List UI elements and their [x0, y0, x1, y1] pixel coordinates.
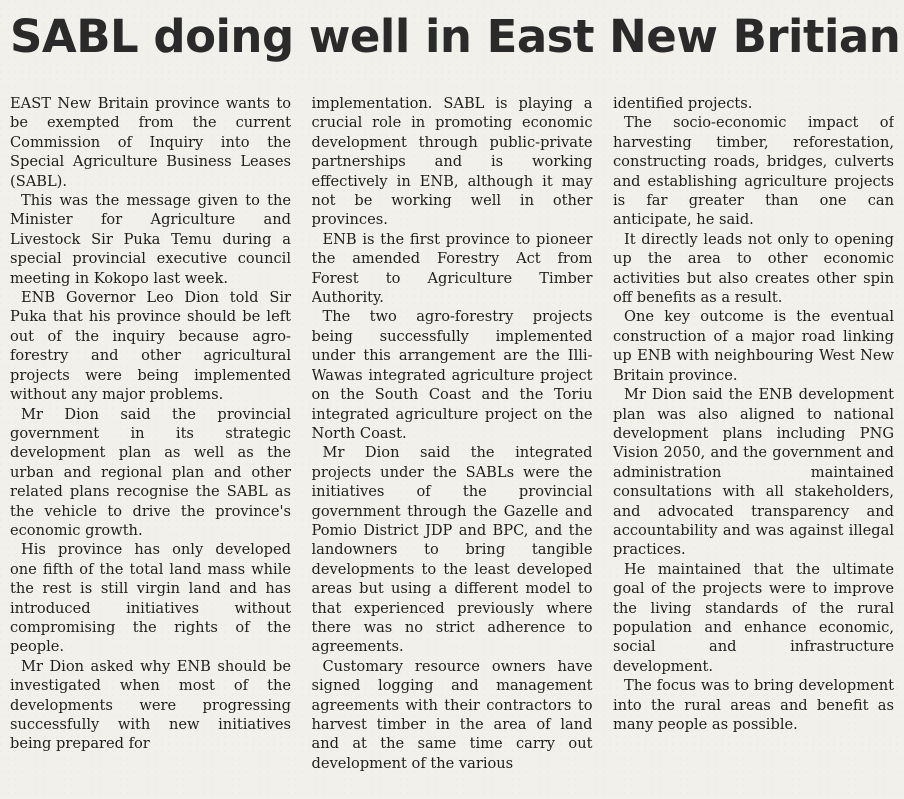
- paragraph: Customary resource owners have signed logging and management agreements with their contractors to harvest timber in the area of land and at the same time carry out development of the various: [311, 657, 593, 772]
- paragraph: One key outcome is the eventual construction of a major road linking up ENB with neighbouring West New Britain province.: [613, 308, 894, 384]
- paragraph: Mr Dion said the provincial government in its strategic development plan as well as the urban and regional plan and other related plans recognise the SABL as the vehicle to drive the province's economic growth.: [10, 405, 291, 539]
- article-column-3: [613, 94, 894, 794]
- paragraph: His province has only developed one fifth of the total land mass while the rest is still virgin land and has introduced initiatives without compromising the rights of the people.: [10, 541, 291, 656]
- paragraph: Mr Dion said the integrated projects under the SABLs were the initiatives of the provincial government through the Gazelle and Pomio District JDP and BPC, and the landowners to bring tangible developments to the least developed areas but using a different model to that experienced previously where there was no strict adherence to agreements.: [311, 444, 593, 656]
- paragraph: The focus was to bring development into the rural areas and benefit as many people as possible.: [613, 677, 894, 733]
- paragraph: EAST New Britain province wants to be exempted from the current Commission of Inquiry into the Special Agriculture Business Leases (SABL).: [10, 95, 291, 190]
- paragraph: The socio-economic impact of harvesting timber, reforestation, constructing roads, bridges, culverts and establishing agriculture projects is far greater than one can anticipate, he said.: [613, 114, 894, 229]
- paragraph: This was the message given to the Minister for Agriculture and Livestock Sir Puka Temu during a special provincial executive council meeting in Kokopo last week.: [10, 192, 291, 287]
- paragraph: He maintained that the ultimate goal of the projects were to improve the living standards of the rural population and enhance economic, social and infrastructure development.: [613, 560, 894, 675]
- paragraph: ENB Governor Leo Dion told Sir Puka that his province should be left out of the inquiry because agro-forestry and other agricultural projects were being implemented without any major problems.: [10, 289, 291, 404]
- paragraph: The two agro-forestry projects being successfully implemented under this arrangement are the Illi-Wawas integrated agriculture project on the South Coast and the Toriu integrated agriculture project on the North Coast.: [311, 308, 593, 442]
- paragraph: It directly leads not only to opening up the area to other economic activities but also creates other spin off benefits as a result.: [613, 230, 894, 307]
- paragraph: implementation. SABL is playing a crucial role in promoting economic development through public-private partnerships and is working effectively in ENB, although it may not be working well in other provinces.: [311, 95, 593, 229]
- article-column-1: [10, 94, 291, 794]
- paragraph: ENB is the first province to pioneer the amended Forestry Act from Forest to Agriculture Timber Authority.: [311, 230, 593, 307]
- paragraph: Mr Dion said the ENB development plan was also aligned to national development plans including PNG Vision 2050, and the government and administration maintained consultations with all stakeholders, and advocated transparency and accountability and was against illegal practices.: [613, 386, 894, 559]
- paragraph: Mr Dion asked why ENB should be investigated when most of the developments were progressing successfully with new initiatives being prepared for: [10, 657, 291, 753]
- headline: SABL doing well in East New Britian: [10, 10, 901, 63]
- article-body: [10, 94, 894, 794]
- paragraph: identified projects.: [613, 95, 753, 112]
- article-column-2: [312, 94, 593, 794]
